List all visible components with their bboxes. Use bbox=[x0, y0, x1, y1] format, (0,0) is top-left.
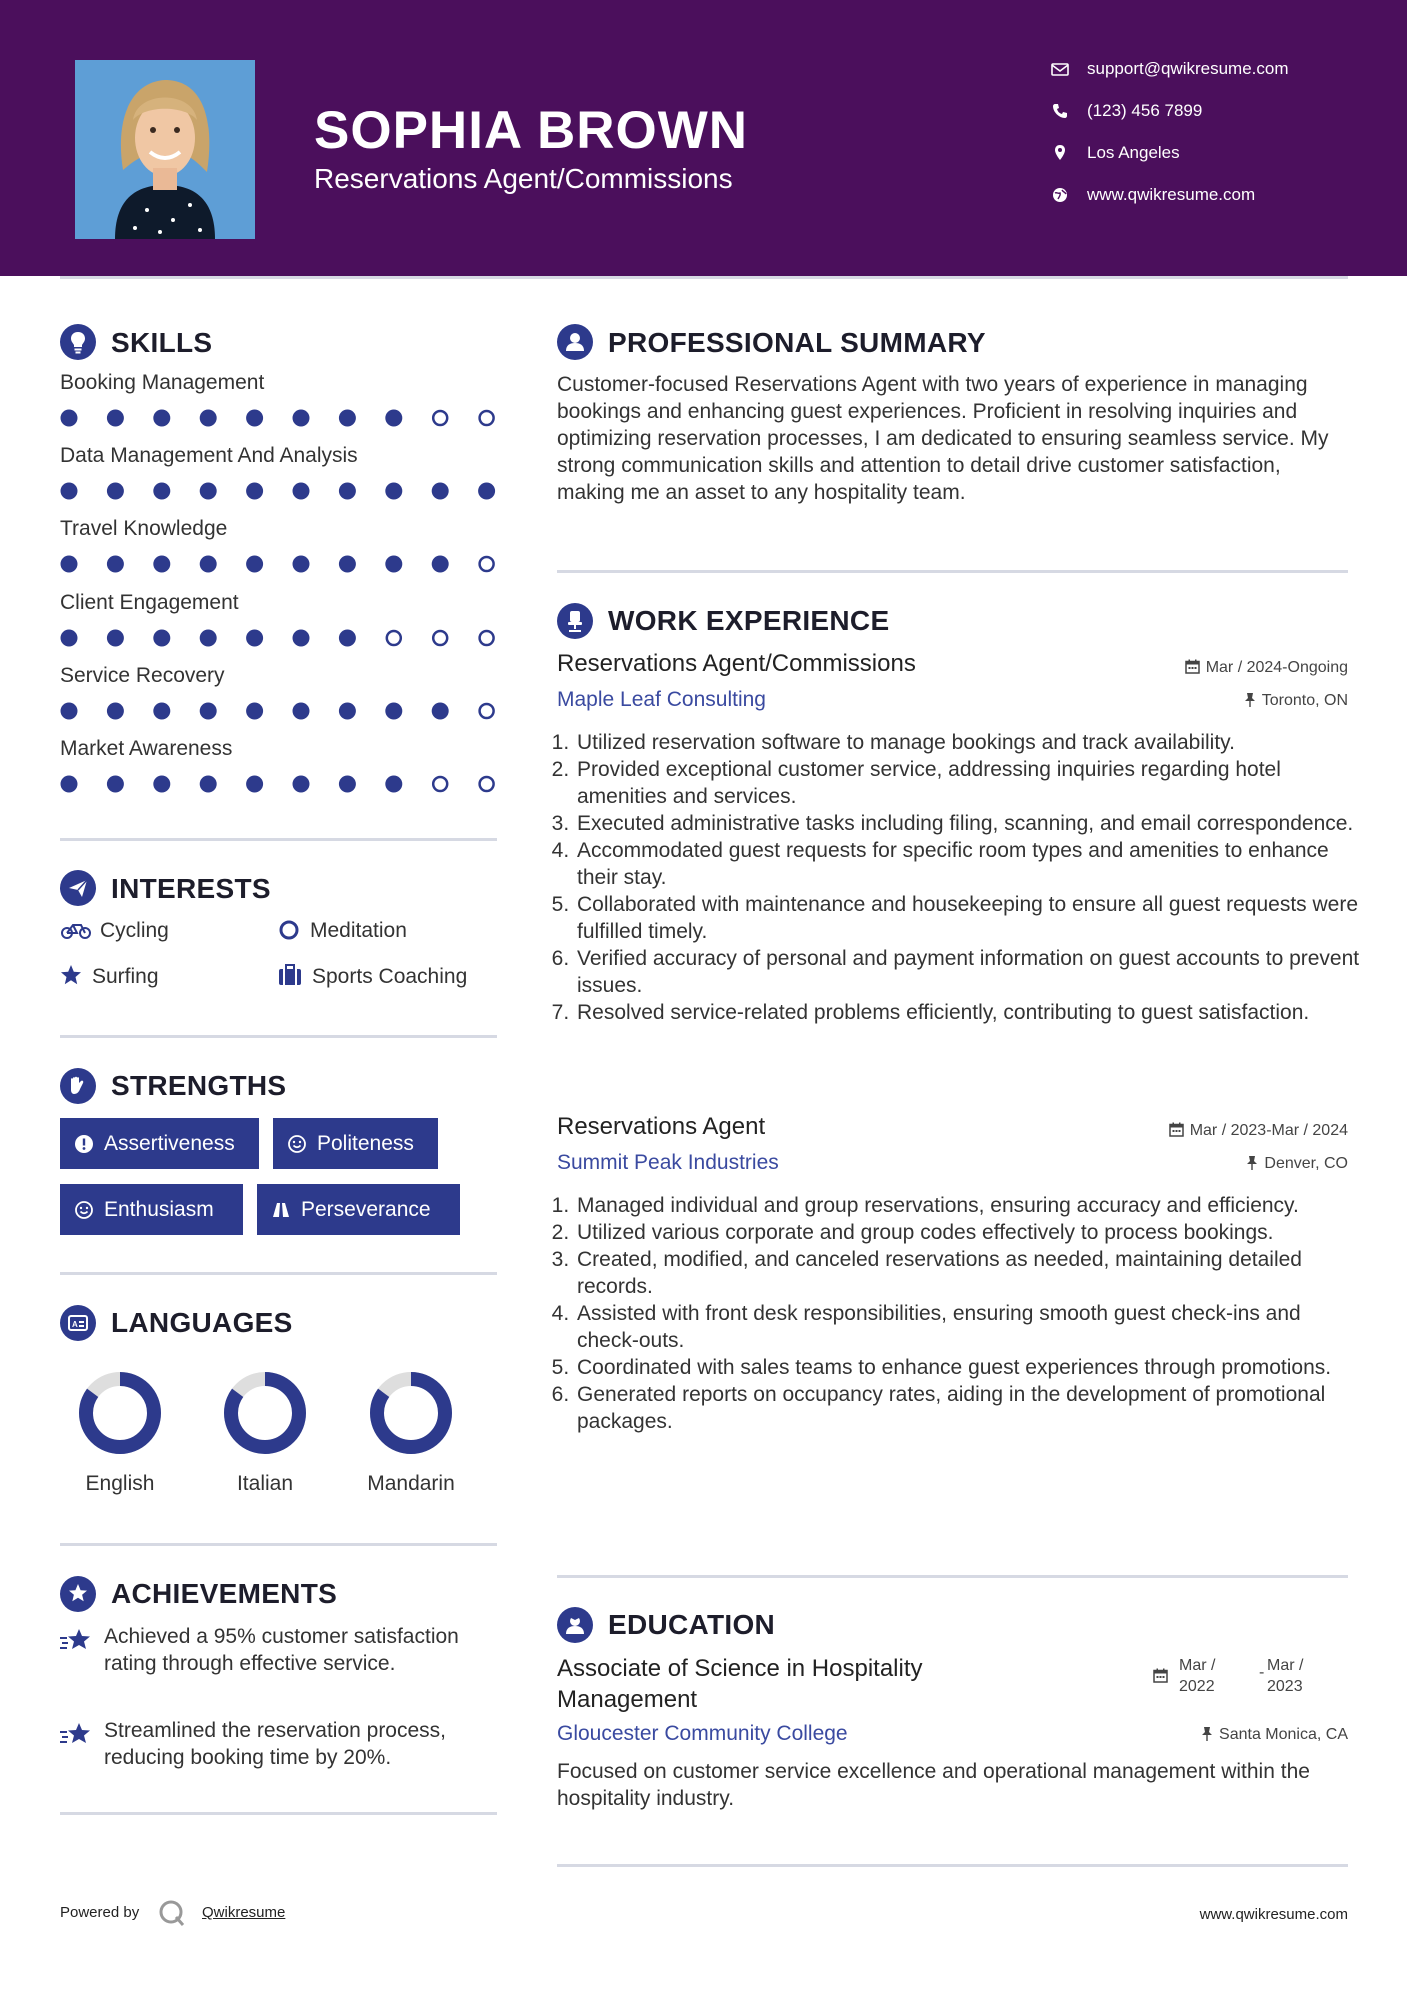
section-divider bbox=[557, 1575, 1348, 1578]
skill-dot-empty bbox=[433, 411, 447, 425]
skill-dot-filled bbox=[339, 410, 356, 427]
interests-heading: INTERESTS bbox=[111, 873, 271, 904]
skill-dot-filled bbox=[200, 410, 217, 427]
skill-dot-filled bbox=[153, 410, 170, 427]
achievements-heading: ACHIEVEMENTS bbox=[111, 1578, 338, 1609]
job-duties bbox=[557, 729, 1365, 1026]
education-heading: EDUCATION bbox=[608, 1609, 776, 1640]
skill-dot-empty bbox=[480, 411, 494, 425]
skill-dot-filled bbox=[293, 410, 310, 427]
skill-dot-filled bbox=[61, 703, 78, 720]
skill-label: Data Management And Analysis bbox=[60, 444, 358, 467]
list-item: 6. Generated reports on occupancy rates, aiding in the development of promotional packages. bbox=[575, 1381, 1365, 1435]
degree-title: Associate of Science in Hospitality Management bbox=[557, 1655, 923, 1713]
section-divider bbox=[60, 838, 497, 841]
road-icon bbox=[271, 1200, 291, 1220]
skill-dot-filled bbox=[153, 703, 170, 720]
skill-dot-filled bbox=[339, 556, 356, 573]
qwikresume-link[interactable]: Qwikresume bbox=[202, 1904, 286, 1921]
skill-dot-filled bbox=[339, 630, 356, 647]
list-item: 3. Created, modified, and canceled reservations as needed, maintaining detailed records. bbox=[575, 1246, 1365, 1300]
skill-dot-filled bbox=[385, 483, 402, 500]
list-item: 3. Executed administrative tasks including filing, scanning, and email correspondence. bbox=[575, 810, 1365, 837]
skill-dot-filled bbox=[61, 776, 78, 793]
section-divider bbox=[557, 1864, 1348, 1867]
job-title: Reservations Agent/Commissions bbox=[557, 650, 916, 677]
school-name[interactable]: Gloucester Community College bbox=[557, 1722, 848, 1745]
skill-dot-filled bbox=[246, 630, 263, 647]
header-banner: SOPHIA BROWN Reservations Agent/Commissions support@qwikresume.com (123) 456 7899 Los Angeles www.qwikresume.com bbox=[0, 0, 1407, 276]
fist-icon bbox=[60, 1068, 96, 1104]
languages-heading: LANGUAGES bbox=[111, 1307, 293, 1338]
company-name[interactable]: Summit Peak Industries bbox=[557, 1151, 779, 1174]
interest-item: Sports Coaching bbox=[278, 964, 467, 989]
list-item: 4. Accommodated guest requests for specific room types and amenities to enhance their stay. bbox=[575, 837, 1365, 891]
skill-dot-empty bbox=[480, 777, 494, 791]
skill-dot-filled bbox=[61, 410, 78, 427]
strength-badge: Assertiveness bbox=[60, 1118, 259, 1169]
header-divider bbox=[60, 276, 1348, 279]
candidate-title: Reservations Agent/Commissions bbox=[314, 163, 733, 194]
skill-dot-filled bbox=[246, 556, 263, 573]
skill-dot-filled bbox=[107, 703, 124, 720]
skill-label: Booking Management bbox=[60, 371, 265, 394]
section-divider bbox=[60, 1035, 497, 1038]
summary-heading: PROFESSIONAL SUMMARY bbox=[608, 327, 986, 358]
achievement-item: Achieved a 95% customer satisfaction rating through effective service. bbox=[104, 1625, 459, 1675]
skill-dot-filled bbox=[107, 410, 124, 427]
skill-dot-filled bbox=[200, 703, 217, 720]
skill-dot-filled bbox=[293, 776, 310, 793]
qwikresume-logo-icon bbox=[158, 1899, 186, 1927]
lightbulb-icon bbox=[60, 324, 96, 360]
skill-dot-empty bbox=[480, 704, 494, 718]
skill-dot-empty bbox=[480, 557, 494, 571]
language-card-icon bbox=[60, 1305, 96, 1341]
list-item: 4. Assisted with front desk responsibilities, ensuring smooth guest check-ins and check-outs. bbox=[575, 1300, 1365, 1354]
skill-dot-filled bbox=[385, 776, 402, 793]
skill-rating bbox=[60, 479, 500, 503]
skill-label: Market Awareness bbox=[60, 737, 233, 760]
list-item: 7. Resolved service-related problems efficiently, contributing to guest satisfaction. bbox=[575, 999, 1365, 1026]
skill-dot-empty bbox=[480, 631, 494, 645]
skill-dot-filled bbox=[432, 483, 449, 500]
language-label: Italian bbox=[236, 1472, 294, 1495]
skill-label: Travel Knowledge bbox=[60, 517, 228, 540]
section-divider bbox=[60, 1812, 497, 1815]
phone-icon bbox=[1050, 101, 1070, 121]
skill-dot-filled bbox=[107, 776, 124, 793]
skill-dot-filled bbox=[107, 630, 124, 647]
skill-dot-empty bbox=[387, 631, 401, 645]
interest-item: Surfing bbox=[60, 964, 159, 989]
skill-dot-filled bbox=[432, 556, 449, 573]
skill-dot-filled bbox=[153, 483, 170, 500]
summary-text: Customer-focused Reservations Agent with two years of experience in managing bookings and enhancing guest experiences. Proficient in resolving inquiries and optimizing reservation processes, I am dedicated to ensuring seamless service. My strong communication skills and attention to detail drive customer satisfaction, making me an asset to any hospitality team. bbox=[557, 373, 1329, 504]
user-icon bbox=[557, 324, 593, 360]
powered-by-label: Powered by bbox=[60, 1904, 140, 1921]
education-description: Focused on customer service excellence and operational management within the hospitality industry. bbox=[557, 1760, 1310, 1810]
skill-dot-filled bbox=[246, 483, 263, 500]
language-gauge bbox=[222, 1370, 308, 1456]
skill-dot-filled bbox=[107, 556, 124, 573]
strength-badge: Perseverance bbox=[257, 1184, 460, 1235]
interest-item: Cycling bbox=[60, 919, 169, 943]
date-separator: - bbox=[1259, 1664, 1265, 1681]
smile-icon bbox=[287, 1134, 307, 1154]
skill-dot-filled bbox=[153, 630, 170, 647]
skill-dot-empty bbox=[433, 631, 447, 645]
skill-dot-filled bbox=[385, 556, 402, 573]
skill-rating bbox=[60, 772, 500, 796]
profile-photo bbox=[75, 60, 255, 239]
skill-dot-filled bbox=[385, 703, 402, 720]
education-end-date: Mar / 2023 bbox=[1267, 1657, 1304, 1695]
skill-label: Client Engagement bbox=[60, 591, 239, 614]
skill-dot-filled bbox=[339, 776, 356, 793]
section-divider bbox=[557, 570, 1348, 573]
skill-rating bbox=[60, 699, 500, 723]
skill-dot-filled bbox=[107, 483, 124, 500]
calendar-icon bbox=[1169, 1122, 1184, 1137]
language-gauge bbox=[77, 1370, 163, 1456]
circle-icon bbox=[278, 919, 300, 941]
language-label: Mandarin bbox=[367, 1472, 455, 1495]
exclamation-icon bbox=[74, 1134, 94, 1154]
list-item: 2. Provided exceptional customer service, addressing inquiries regarding hotel amenities and services. bbox=[575, 756, 1365, 810]
skill-dot-filled bbox=[61, 556, 78, 573]
strengths-heading: STRENGTHS bbox=[111, 1070, 287, 1101]
skill-dot-filled bbox=[293, 630, 310, 647]
paper-plane-icon bbox=[60, 870, 96, 906]
skill-dot-filled bbox=[385, 410, 402, 427]
skill-dot-filled bbox=[153, 556, 170, 573]
calendar-icon bbox=[1153, 1668, 1168, 1683]
smile-icon bbox=[74, 1200, 94, 1220]
experience-heading: WORK EXPERIENCE bbox=[608, 605, 890, 636]
skill-dot-filled bbox=[293, 483, 310, 500]
svg-text:A: A bbox=[72, 1320, 78, 1329]
skill-dot-filled bbox=[246, 776, 263, 793]
office-chair-icon bbox=[557, 603, 593, 639]
map-pin-icon bbox=[1050, 143, 1070, 163]
job-duties bbox=[557, 1192, 1365, 1435]
strength-badge: Enthusiasm bbox=[60, 1184, 243, 1235]
skill-dot-filled bbox=[61, 630, 78, 647]
skill-dot-filled bbox=[478, 483, 495, 500]
job-dates: Mar / 2024-Ongoing bbox=[1185, 659, 1348, 677]
star-badge-icon bbox=[60, 1576, 96, 1612]
skill-label: Service Recovery bbox=[60, 664, 225, 687]
list-item: 1. Utilized reservation software to manage bookings and track availability. bbox=[575, 729, 1365, 756]
skill-dot-filled bbox=[61, 483, 78, 500]
skill-dot-filled bbox=[339, 703, 356, 720]
skill-dot-filled bbox=[246, 703, 263, 720]
graduate-icon bbox=[557, 1607, 593, 1643]
pushpin-icon bbox=[1244, 692, 1256, 707]
skill-rating bbox=[60, 552, 500, 576]
pushpin-icon bbox=[1246, 1155, 1258, 1170]
star-icon bbox=[60, 1627, 92, 1655]
skill-dot-filled bbox=[293, 703, 310, 720]
skill-rating bbox=[60, 406, 500, 430]
skill-dot-filled bbox=[432, 703, 449, 720]
candidate-name: SOPHIA BROWN bbox=[314, 101, 749, 160]
calendar-icon bbox=[1185, 659, 1200, 674]
job-dates: Mar / 2023-Mar / 2024 bbox=[1169, 1122, 1348, 1140]
footer-website-link[interactable]: www.qwikresume.com bbox=[1199, 1906, 1348, 1923]
bicycle-icon bbox=[60, 920, 92, 940]
briefcase-icon bbox=[278, 964, 302, 986]
skill-dot-filled bbox=[200, 776, 217, 793]
language-label: English bbox=[85, 1472, 155, 1495]
job-location: Toronto, ON bbox=[1244, 692, 1348, 710]
list-item: 5. Collaborated with maintenance and housekeeping to ensure all guest requests were fulfilled timely. bbox=[575, 891, 1365, 945]
list-item: 5. Coordinated with sales teams to enhance guest experiences through promotions. bbox=[575, 1354, 1365, 1381]
pushpin-icon bbox=[1201, 1726, 1213, 1741]
envelope-icon bbox=[1050, 59, 1070, 79]
skill-dot-filled bbox=[200, 483, 217, 500]
section-divider bbox=[60, 1543, 497, 1546]
company-name[interactable]: Maple Leaf Consulting bbox=[557, 688, 766, 711]
education-location: Santa Monica, CA bbox=[1201, 1726, 1348, 1744]
strength-badge: Politeness bbox=[273, 1118, 438, 1169]
skill-dot-filled bbox=[339, 483, 356, 500]
list-item: 2. Utilized various corporate and group codes effectively to process bookings. bbox=[575, 1219, 1365, 1246]
skill-dot-filled bbox=[246, 410, 263, 427]
job-location: Denver, CO bbox=[1246, 1155, 1348, 1173]
globe-icon bbox=[1050, 185, 1070, 205]
education-start-date: Mar / 2022 bbox=[1179, 1657, 1216, 1695]
section-divider bbox=[60, 1272, 497, 1275]
achievement-item: Streamlined the reservation process, reducing booking time by 20%. bbox=[104, 1719, 446, 1769]
skill-dot-filled bbox=[200, 556, 217, 573]
skill-dot-empty bbox=[433, 777, 447, 791]
skill-dot-filled bbox=[293, 556, 310, 573]
job-title: Reservations Agent bbox=[557, 1113, 766, 1140]
language-gauge bbox=[368, 1370, 454, 1456]
star-icon bbox=[60, 1721, 92, 1749]
skill-dot-filled bbox=[200, 630, 217, 647]
list-item: 1. Managed individual and group reservations, ensuring accuracy and efficiency. bbox=[575, 1192, 1365, 1219]
list-item: 6. Verified accuracy of personal and payment information on guest accounts to prevent issues. bbox=[575, 945, 1365, 999]
interest-item: Meditation bbox=[278, 919, 407, 943]
star-icon bbox=[60, 964, 82, 986]
skills-heading: SKILLS bbox=[111, 327, 213, 358]
skill-rating bbox=[60, 626, 500, 650]
skill-dot-filled bbox=[153, 776, 170, 793]
